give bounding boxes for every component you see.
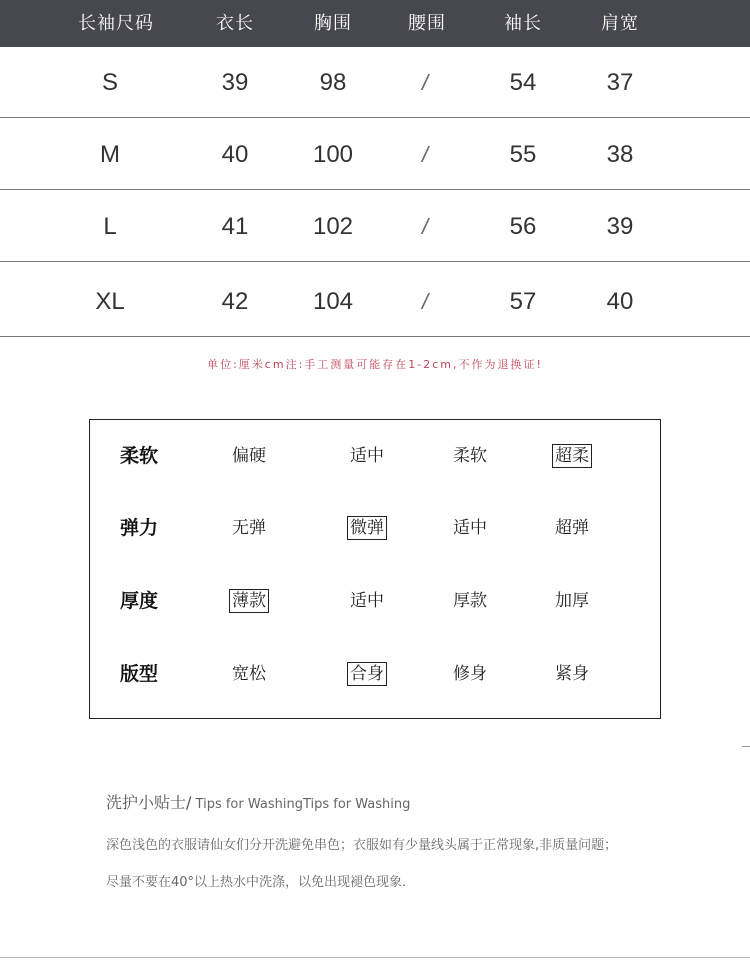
sleeve-cell: 55 [509,141,537,168]
size-row-xl [0,266,750,337]
property-option: 偏硬 [232,446,266,466]
property-option: 超弹 [555,518,589,538]
washing-tips-title [106,790,410,813]
property-option-selected: 合身 [347,662,387,686]
size-row-m [0,119,750,190]
property-option: 厚款 [453,591,487,611]
waist-cell: / [421,142,429,167]
chest-cell: 98 [319,69,347,96]
property-option-selected: 薄款 [229,589,269,613]
chest-cell: 102 [312,213,354,240]
fabric-properties-box [89,419,661,719]
waist-cell: / [421,70,429,95]
waist-cell: / [421,214,429,239]
sleeve-cell: 56 [509,213,537,240]
property-option: 宽松 [232,664,266,684]
shoulder-cell: 37 [606,69,634,96]
property-option: 适中 [350,591,384,611]
property-option: 加厚 [555,591,589,611]
size-cell: XL [95,288,125,315]
bottom-divider [0,957,750,958]
washing-tip-line: 尽量不要在40°以上热水中洗涤，以免出现褪色现象. [106,875,407,890]
header-size: 长袖尺码 [78,13,154,34]
property-label: 柔软 [120,445,159,467]
property-option: 柔软 [453,446,487,466]
washing-tip-line: 深色浅色的衣服请仙女们分开洗避免串色；衣服如有少量线头属于正常现象,非质量问题； [106,838,618,853]
edge-mark [742,746,750,747]
length-cell: 42 [221,288,249,315]
length-cell: 41 [221,213,249,240]
property-row-thickness [90,581,660,621]
length-cell: 40 [221,141,249,168]
chest-cell: 100 [312,141,354,168]
shoulder-cell: 40 [606,288,634,315]
waist-cell: / [421,289,429,314]
property-row-fit [90,654,660,694]
property-option: 紧身 [555,664,589,684]
property-option: 无弹 [232,518,266,538]
size-table-header [0,0,750,47]
property-option-selected: 微弹 [347,516,387,540]
property-label: 版型 [120,663,159,685]
size-cell: S [101,69,119,96]
property-label: 弹力 [120,517,159,539]
sleeve-cell: 54 [509,69,537,96]
length-cell: 39 [221,69,249,96]
header-waist: 腰围 [408,13,446,34]
property-option-selected: 超柔 [552,444,592,468]
header-chest: 胸围 [314,13,352,34]
property-row-softness [90,436,660,476]
property-option: 修身 [453,664,487,684]
property-label: 厚度 [120,590,159,612]
chest-cell: 104 [312,288,354,315]
shoulder-cell: 38 [606,141,634,168]
header-length: 衣长 [216,13,254,34]
shoulder-cell: 39 [606,213,634,240]
property-option: 适中 [350,446,384,466]
header-shoulder: 肩宽 [601,13,639,34]
washing-tips-title-en: Tips for WashingTips for Washing [191,797,411,812]
size-cell: L [103,213,117,240]
measurement-note: 单位:厘米cm注:手工测量可能存在1-2cm,不作为退换证! [207,358,543,371]
washing-tips-title-cn: 洗护小贴士/ [106,793,192,812]
property-row-elasticity [90,508,660,548]
size-row-s [0,47,750,118]
size-row-l [0,191,750,262]
header-sleeve: 袖长 [504,13,542,34]
property-option: 适中 [453,518,487,538]
sleeve-cell: 57 [509,288,537,315]
size-cell: M [100,141,120,168]
